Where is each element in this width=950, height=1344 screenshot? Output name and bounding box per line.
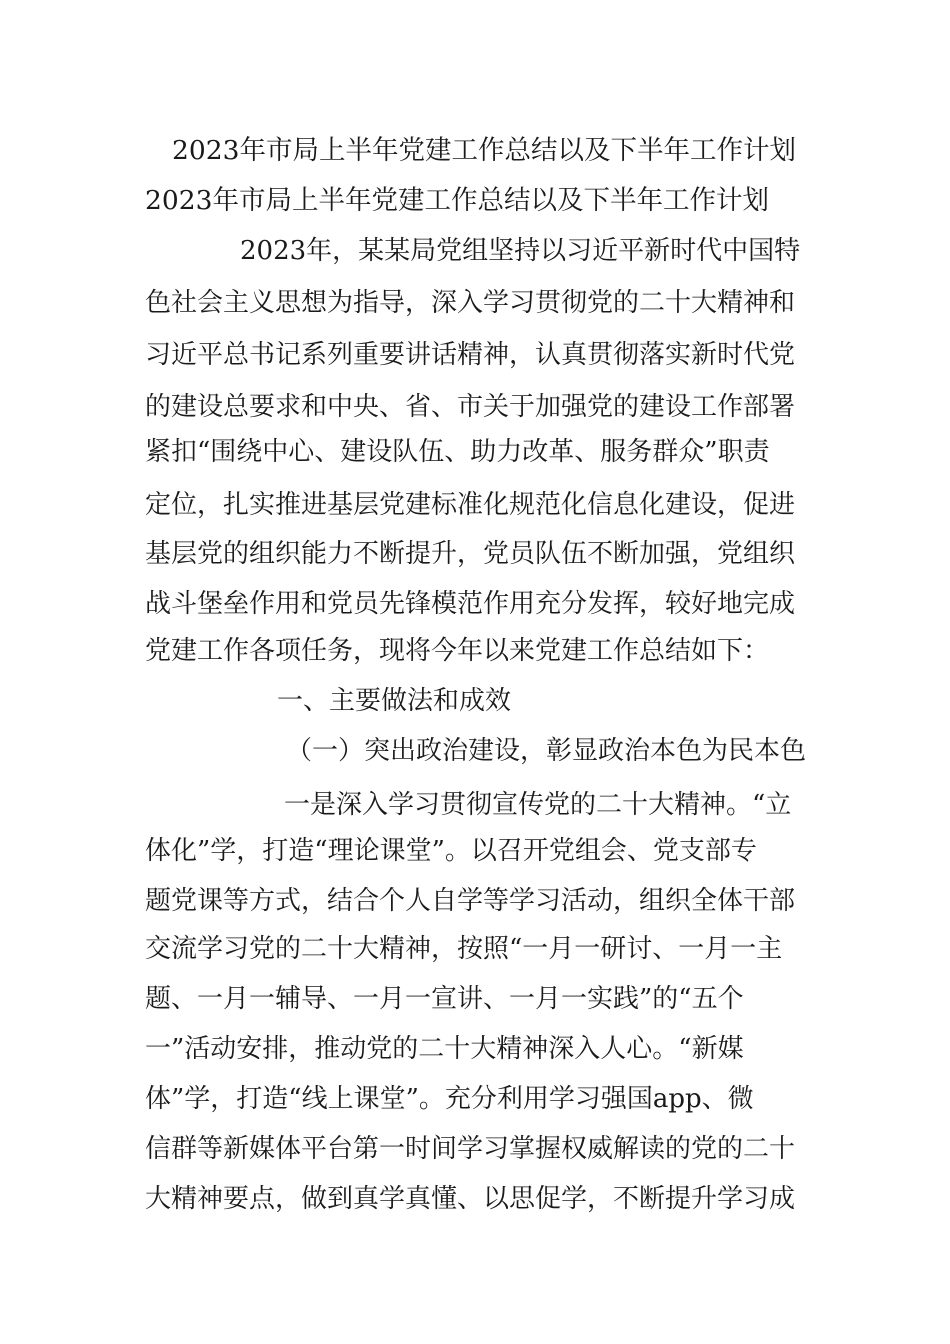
body-line: 信群等新媒体平台第一时间学习掌握权威解读的党的二十 <box>145 1134 796 1164</box>
body-line: 一”活动安排，推动党的二十大精神深入人心。“新媒 <box>145 1034 744 1064</box>
body-line: 一是深入学习贯彻宣传党的二十大精神。“立 <box>284 790 792 820</box>
intro-line: 色社会主义思想为指导，深入学习贯彻党的二十大精神和 <box>145 288 796 318</box>
body-line: 体化”学，打造“理论课堂”。以召开党组会、党支部专 <box>145 836 757 866</box>
intro-line: 定位，扎实推进基层党建标准化规范化信息化建设，促进 <box>145 490 796 520</box>
intro-line: 紧扣“围绕中心、建设队伍、助力改革、服务群众”职责 <box>145 437 770 467</box>
intro-line: 基层党的组织能力不断提升，党员队伍不断加强，党组织 <box>145 539 796 569</box>
intro-line: 战斗堡垒作用和党员先锋模范作用充分发挥，较好地完成 <box>145 589 796 619</box>
body-line: 题、一月一辅导、一月一宣讲、一月一实践”的“五个 <box>145 984 744 1014</box>
intro-line: 的建设总要求和中央、省、市关于加强党的建设工作部署 <box>145 392 796 422</box>
document-title-repeat: 2023年市局上半年党建工作总结以及下半年工作计划 <box>145 185 769 216</box>
document-title: 2023年市局上半年党建工作总结以及下半年工作计划 <box>172 135 796 166</box>
section-heading: 一、主要做法和成效 <box>277 686 512 716</box>
body-line: 题党课等方式，结合个人自学等学习活动，组织全体干部 <box>145 886 796 916</box>
intro-line: 2023年，某某局党组坚持以习近平新时代中国特 <box>240 236 801 266</box>
body-line: 体”学，打造“线上课堂”。充分利用学习强国app、微 <box>145 1084 754 1114</box>
subsection-heading: （一）突出政治建设，彰显政治本色为民本色 <box>286 736 807 766</box>
body-line: 大精神要点，做到真学真懂、以思促学，不断提升学习成 <box>145 1184 796 1214</box>
body-line: 交流学习党的二十大精神，按照“一月一研讨、一月一主 <box>145 934 783 964</box>
intro-line: 习近平总书记系列重要讲话精神，认真贯彻落实新时代党 <box>145 340 796 370</box>
intro-line: 党建工作各项任务，现将今年以来党建工作总结如下： <box>145 636 770 666</box>
